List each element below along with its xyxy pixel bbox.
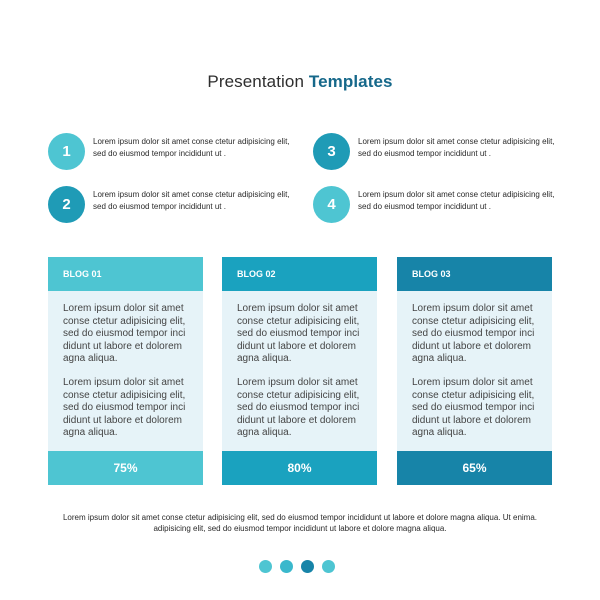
blog-card-paragraph: Lorem ipsum dolor sit amet conse ctetur adipisicing elit, sed do eiusmod tempor inci didunt ut labore et dolorem agna aliqua.: [412, 303, 535, 364]
blog-card-percentage: 75%: [48, 451, 203, 485]
step-number-badge: 3: [313, 133, 350, 170]
step-description: Lorem ipsum dolor sit amet conse ctetur adipisicing elit, sed do eiusmod tempor incididunt ut .: [93, 190, 290, 211]
pagination-dot[interactable]: [301, 560, 314, 573]
pagination-dot[interactable]: [280, 560, 293, 573]
step-number-badge: 2: [48, 186, 85, 223]
blog-card-3: [397, 257, 552, 485]
blog-card-header: BLOG 01: [48, 257, 203, 291]
blog-card-header: BLOG 03: [397, 257, 552, 291]
blog-card-paragraph: Lorem ipsum dolor sit amet conse ctetur adipisicing elit, sed do eiusmod tempor inci didunt ut labore et dolorem agna aliqua.: [237, 377, 360, 438]
blog-card-paragraph: Lorem ipsum dolor sit amet conse ctetur adipisicing elit, sed do eiusmod tempor inci didunt ut labore et dolorem agna aliqua.: [412, 377, 535, 438]
blog-card-paragraph: Lorem ipsum dolor sit amet conse ctetur adipisicing elit, sed do eiusmod tempor inci didunt ut labore et dolorem agna aliqua.: [63, 377, 186, 438]
step-description: Lorem ipsum dolor sit amet conse ctetur adipisicing elit, sed do eiusmod tempor incididunt ut .: [358, 190, 555, 211]
step-number-badge: 1: [48, 133, 85, 170]
pagination-dot[interactable]: [259, 560, 272, 573]
pagination-dot[interactable]: [322, 560, 335, 573]
blog-card-paragraph: Lorem ipsum dolor sit amet conse ctetur adipisicing elit, sed do eiusmod tempor inci didunt ut labore et dolorem agna aliqua.: [63, 303, 186, 364]
footer-line: adipisicing elit, sed do eiusmod tempor incididunt ut labore et dolore magna aliqua.: [153, 524, 447, 533]
blog-card-header: BLOG 02: [222, 257, 377, 291]
page-title: [0, 72, 600, 92]
blog-card-1: [48, 257, 203, 485]
blog-card-paragraph: Lorem ipsum dolor sit amet conse ctetur adipisicing elit, sed do eiusmod tempor inci didunt ut labore et dolorem agna aliqua.: [237, 303, 360, 364]
blog-card-percentage: 65%: [397, 451, 552, 485]
step-number-badge: 4: [313, 186, 350, 223]
blog-card-body: [397, 291, 552, 451]
title-prefix: Presentation: [207, 72, 305, 91]
blog-card-percentage: 80%: [222, 451, 377, 485]
step-1: [48, 133, 288, 173]
blog-card-body: [222, 291, 377, 451]
step-3: [313, 133, 553, 173]
footer-line: Lorem ipsum dolor sit amet conse ctetur adipisicing elit, sed do eiusmod tempor incididunt ut labore et dolore magna aliqua. Ut enima.: [62, 513, 538, 522]
blog-card-2: [222, 257, 377, 485]
step-4: [313, 186, 553, 226]
footer-text: [20, 512, 580, 534]
title-accent: Templates: [308, 72, 393, 91]
step-description: Lorem ipsum dolor sit amet conse ctetur adipisicing elit, sed do eiusmod tempor incididunt ut .: [93, 137, 290, 158]
step-2: [48, 186, 288, 226]
blog-card-body: [48, 291, 203, 451]
step-description: Lorem ipsum dolor sit amet conse ctetur adipisicing elit, sed do eiusmod tempor incididunt ut .: [358, 137, 555, 158]
pagination-dots: [0, 560, 600, 574]
